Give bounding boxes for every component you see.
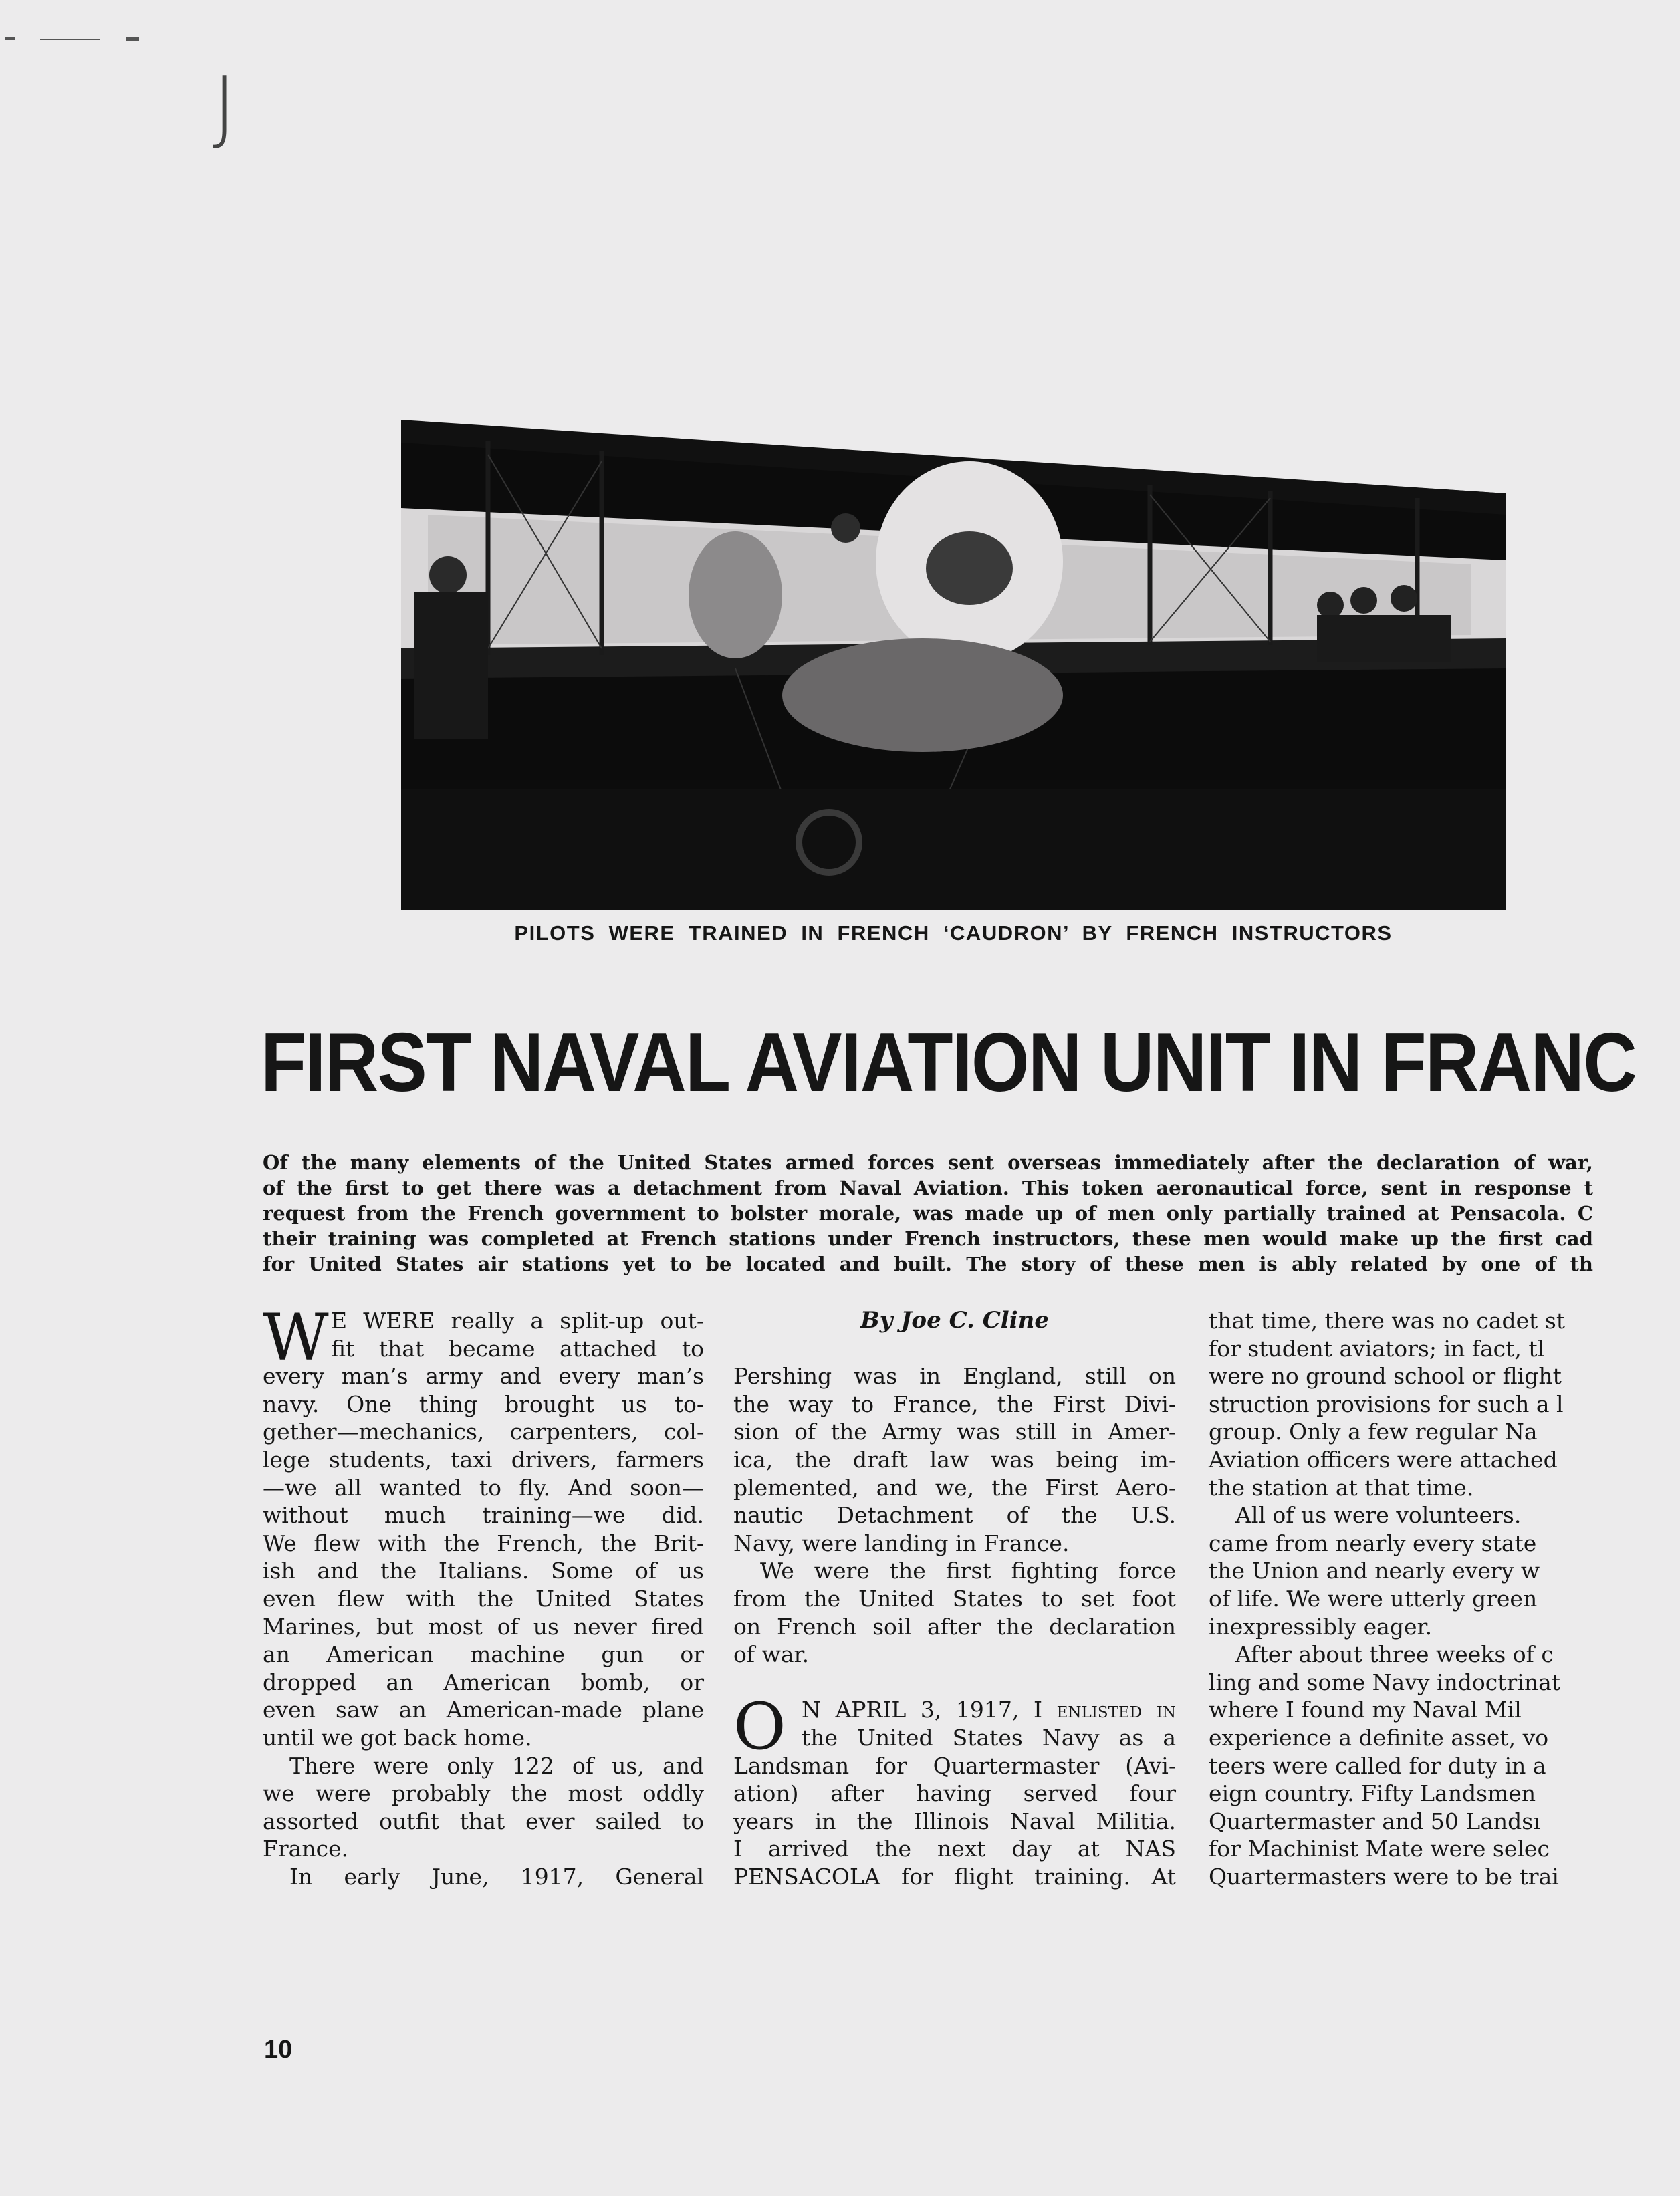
column-line: Marines, but most of us never fired: [263, 1613, 704, 1640]
column-line: for student aviators; in fact, tl: [1209, 1335, 1545, 1362]
column-line: where I found my Naval Mil: [1209, 1697, 1522, 1723]
column-line: plemented, and we, the First Aero-: [733, 1474, 1176, 1501]
column-line: fit that became attached to: [331, 1335, 704, 1362]
column-line: every man’s army and every man’s: [263, 1363, 704, 1390]
column-line: France.: [263, 1836, 349, 1862]
column-line: ica, the draft law was being im-: [733, 1446, 1176, 1473]
column-line: Quartermaster and 50 Landsı: [1209, 1808, 1540, 1834]
column-line: In early June, 1917, General: [289, 1863, 704, 1890]
column-line: for Machinist Mate were selec: [1209, 1836, 1550, 1862]
intro-line: of the first to get there was a detachment from Naval Aviation. This token aeronautical force, sent in response t: [263, 1177, 1593, 1199]
column-line: were no ground school or flight: [1209, 1363, 1562, 1390]
article-column-1: [263, 1300, 704, 1909]
column-line: that time, there was no cadet st: [1209, 1308, 1566, 1334]
column-line: I arrived the next day at NAS: [733, 1836, 1176, 1862]
intro-line: Of the many elements of the United States armed forces sent overseas immediately after the declaration of war,: [263, 1151, 1593, 1174]
column-line: ation) after having served four: [733, 1780, 1176, 1807]
column-line: of war.: [733, 1641, 810, 1668]
column-spacer: [733, 1669, 1176, 1697]
column-line: We were the first fighting force: [760, 1558, 1176, 1584]
drop-cap: W: [263, 1300, 329, 1375]
column-line: the station at that time.: [1209, 1474, 1474, 1501]
column-line: the United States Navy as a: [802, 1724, 1176, 1751]
article-intro: [263, 1150, 1593, 1284]
column-line: gether—mechanics, carpenters, col-: [263, 1419, 704, 1445]
column-line: After about three weeks of c: [1235, 1641, 1554, 1668]
column-line: We flew with the French, the Brit-: [263, 1530, 704, 1556]
column-line: from the United States to set foot: [733, 1585, 1176, 1612]
column-line: Aviation officers were attached: [1209, 1446, 1558, 1473]
column-line: an American machine gun or: [263, 1641, 704, 1668]
drop-cap: O: [733, 1689, 786, 1765]
line-rest: for flight training. At: [880, 1863, 1176, 1890]
column-line: of life. We were utterly green: [1209, 1585, 1538, 1612]
article-byline: By Joe C. Cline: [860, 1307, 1049, 1334]
column-line: navy. One thing brought us to-: [263, 1390, 704, 1417]
column-line: the Union and nearly every w: [1209, 1558, 1540, 1584]
photo-caption: PILOTS WERE TRAINED IN FRENCH ‘CAUDRON’ BY FRENCH INSTRUCTORS: [514, 921, 1393, 945]
column-line: came from nearly every state: [1209, 1530, 1537, 1556]
article-column-3: [1209, 1307, 1600, 1909]
article-headline: FIRST NAVAL AVIATION UNIT IN FRANC: [261, 1017, 1637, 1109]
column-line: E WERE really a split-up out-: [331, 1308, 704, 1334]
column-line: dropped an American bomb, or: [263, 1669, 704, 1695]
dropcap-line-text: N APRIL 3, 1917, I enlisted in: [802, 1697, 1176, 1723]
intro-line: for United States air stations yet to be located and built. The story of these men is ably related by one of th: [263, 1253, 1593, 1275]
column-line: group. Only a few regular Na: [1209, 1419, 1538, 1445]
column-line: —we all wanted to fly. And soon—: [263, 1474, 704, 1501]
column-line: even saw an American-made plane: [263, 1697, 704, 1723]
pensacola-text: PENSACOLA: [733, 1863, 880, 1890]
page-number: 10: [264, 2036, 293, 2064]
column-line: even flew with the United States: [263, 1585, 704, 1612]
column-line: Pershing was in England, still on: [733, 1363, 1176, 1390]
column-line: until we got back home.: [263, 1724, 532, 1751]
column-line: experience a definite asset, vo: [1209, 1724, 1549, 1751]
column-line: nautic Detachment of the U.S.: [733, 1502, 1176, 1529]
column-line: [733, 1863, 1176, 1891]
column-line: struction provisions for such a l: [1209, 1390, 1564, 1417]
scan-edge-marks: [0, 0, 174, 60]
intro-line: their training was completed at French stations under French instructors, these men would make up the first cad: [263, 1227, 1593, 1250]
column-line: inexpressibly eager.: [1209, 1613, 1433, 1640]
column-line: assorted outfit that ever sailed to: [263, 1808, 704, 1834]
column-line: ish and the Italians. Some of us: [263, 1558, 704, 1584]
handwritten-mark: J: [213, 60, 237, 153]
intro-line: request from the French government to bolster morale, was made up of men only partially trained at Pensacola. C: [263, 1202, 1593, 1225]
column-line: sion of the Army was still in Amer-: [733, 1419, 1176, 1445]
column-line: All of us were volunteers.: [1235, 1502, 1522, 1529]
biplane-photo: [401, 414, 1506, 910]
column-line: teers were called for duty in a: [1209, 1752, 1546, 1779]
column-line: we were probably the most oddly: [263, 1780, 704, 1807]
column-line: Landsman for Quartermaster (Avi-: [733, 1752, 1176, 1779]
column-line: Quartermasters were to be trai: [1209, 1863, 1559, 1890]
column-line: There were only 122 of us, and: [289, 1752, 704, 1779]
column-line: [733, 1696, 1176, 1724]
column-line: the way to France, the First Divi-: [733, 1390, 1176, 1417]
dropcap-paragraph: [733, 1689, 1176, 1765]
column-line: Navy, were landing in France.: [733, 1530, 1070, 1556]
article-column-2: [733, 1307, 1176, 1909]
column-line: eign country. Fifty Landsmen: [1209, 1780, 1536, 1807]
column-line: without much training—we did.: [263, 1502, 704, 1529]
column-line: lege students, taxi drivers, farmers: [263, 1446, 704, 1473]
column-line: years in the Illinois Naval Militia.: [733, 1808, 1176, 1834]
column-line: on French soil after the declaration: [733, 1613, 1176, 1640]
column-line: ling and some Navy indoctrinat: [1209, 1669, 1561, 1695]
